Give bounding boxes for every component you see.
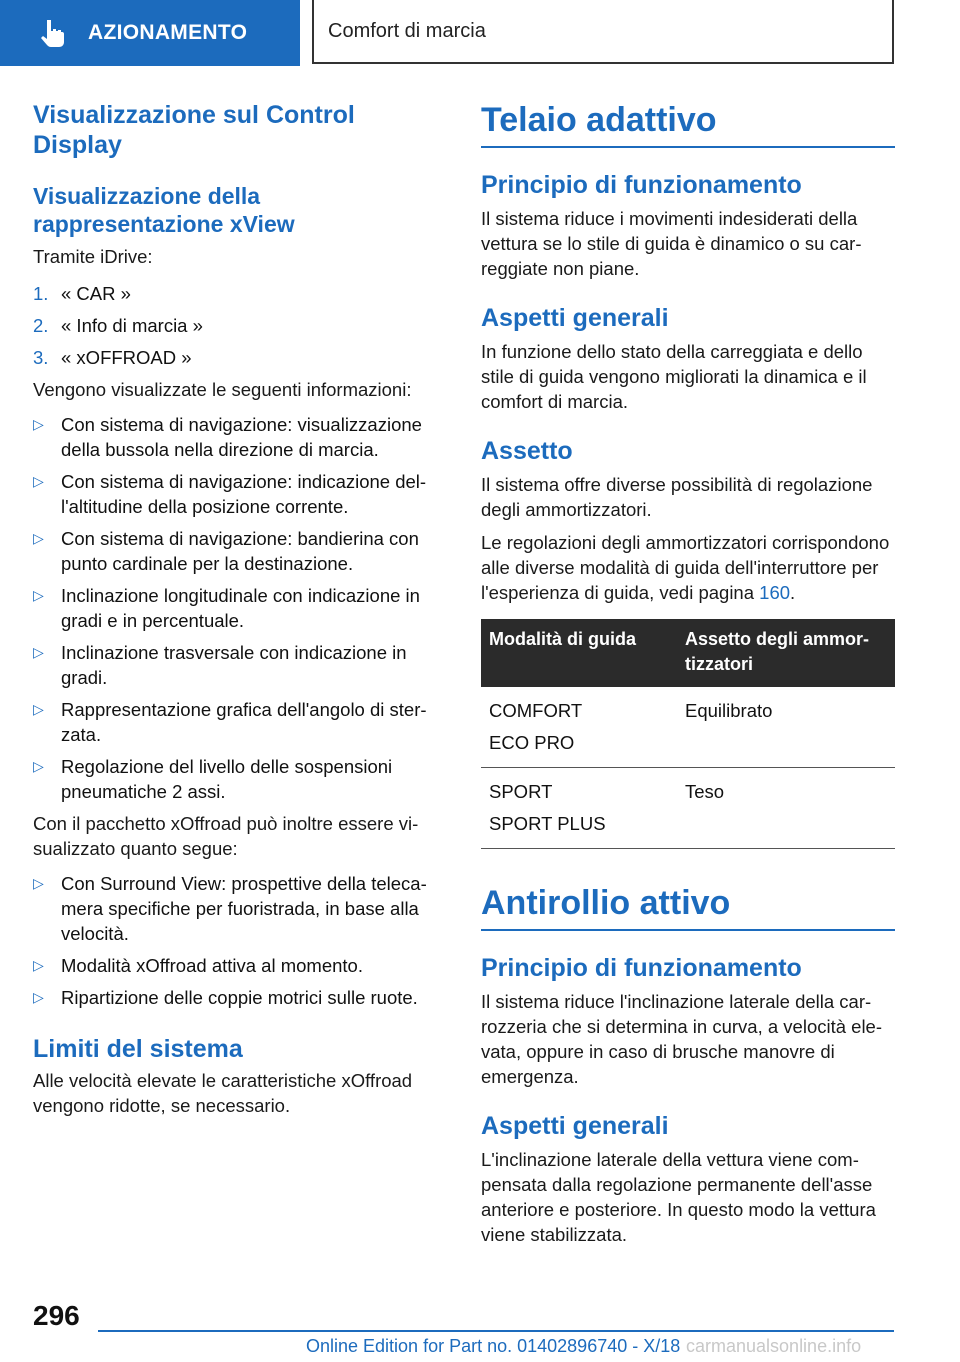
table-cell: COMFORT ECO PRO bbox=[481, 687, 677, 768]
column-header: Assetto degli ammortizzatori bbox=[677, 619, 895, 687]
triangle-bullet-icon: ▷ bbox=[33, 989, 44, 1005]
paragraph-xoffroad-pack: Con il pacchetto xOffroad può inoltre essere visualizzato quanto segue: bbox=[33, 813, 419, 859]
list-item: ▷ Ripartizione delle coppie motrici sulle ruote. bbox=[33, 987, 418, 1008]
pack-list bbox=[33, 871, 438, 1010]
chapter-header bbox=[312, 0, 894, 64]
paragraph-principio-1: Il sistema riduce i movimenti indesiderati della vettura se lo stile di guida è dinamico o su carreggiate non piane. bbox=[481, 208, 862, 279]
list-item: ▷ Inclinazione longitudinale con indicazione in gradi e in percentuale. bbox=[33, 585, 420, 631]
paragraph-assetto-1: Il sistema offre diverse possibilità di regolazione degli ammortizzatori. bbox=[481, 474, 873, 520]
triangle-bullet-icon: ▷ bbox=[33, 957, 44, 973]
chapter-label: Comfort di marcia bbox=[328, 19, 486, 42]
paragraph-aspetti-2: L'inclinazione laterale della vettura viene compensata dalla regolazione permanente dell'asse anteriore e posteriore. In questo modo la vettura viene stabilizzata. bbox=[481, 1149, 876, 1245]
list-item: ▷ Rappresentazione grafica dell'angolo di sterzata. bbox=[33, 699, 427, 745]
watermark: carmanualsonline.info bbox=[686, 1336, 862, 1356]
list-item: ▷ Con sistema di navigazione: indicazione dell'altitudine della posizione corrente. bbox=[33, 471, 427, 517]
page-number: 296 bbox=[33, 1300, 80, 1331]
left-column bbox=[33, 100, 438, 1118]
list-item: 1. « CAR » bbox=[33, 283, 131, 304]
list-item: ▷ Con sistema di navigazione: visualizzazione della bussola nella direzione di marcia. bbox=[33, 414, 422, 460]
paragraph-assetto-2: Le regolazioni degli ammortizzatori corrispondono alle diverse modalità di guida dell'interruttore per l'esperienza di guida, vedi pagina 160. bbox=[481, 532, 890, 603]
paragraph-limits: Alle velocità elevate le caratteristiche xOffroad vengono ridotte, se necessario. bbox=[33, 1070, 413, 1116]
heading-aspetti-1: Aspetti generali bbox=[481, 304, 669, 332]
paragraph-aspetti-1: In funzione dello stato della carreggiata e dello stile di guida vengono migliorati la dinamica e il comfort di marcia. bbox=[481, 341, 867, 412]
triangle-bullet-icon: ▷ bbox=[33, 530, 44, 546]
heading-principio-1: Principio di funzionamento bbox=[481, 171, 802, 199]
triangle-bullet-icon: ▷ bbox=[33, 587, 44, 603]
info-list bbox=[33, 412, 438, 804]
heading-antirollio: Antirollio attivo bbox=[481, 883, 895, 931]
heading-telaio: Telaio adattivo bbox=[481, 100, 895, 148]
paragraph-principio-2: Il sistema riduce l'inclinazione laterale della carrozzeria che si determina in curva, a velocità elevata, oppure in caso di brusche manovre di emergenza. bbox=[481, 991, 883, 1087]
heading-principio-2: Principio di funzionamento bbox=[481, 954, 802, 982]
pointing-hand-icon bbox=[38, 18, 68, 48]
page-link[interactable]: 160 bbox=[759, 582, 791, 603]
triangle-bullet-icon: ▷ bbox=[33, 416, 44, 432]
section-label: AZIONAMENTO bbox=[88, 21, 248, 44]
right-column bbox=[481, 100, 895, 1247]
list-item: 2. « Info di marcia » bbox=[33, 315, 203, 336]
heading-control-display: Visualizzazione sul Control Display bbox=[33, 101, 355, 159]
triangle-bullet-icon: ▷ bbox=[33, 701, 44, 717]
list-item: ▷ Con sistema di navigazione: bandierina con punto cardinale per la destinazione. bbox=[33, 528, 419, 574]
triangle-bullet-icon: ▷ bbox=[33, 758, 44, 774]
list-item: ▷ Con Surround View: prospettive della telecamera specifiche per fuoristrada, in base alla velocità. bbox=[33, 873, 427, 944]
damper-table bbox=[481, 619, 895, 849]
list-item: ▷ Regolazione del livello delle sospensioni pneumatiche 2 assi. bbox=[33, 756, 393, 802]
table-header-row bbox=[481, 619, 895, 687]
edition-note: Online Edition for Part no. 01402896740 - X/18 bbox=[306, 1336, 681, 1356]
section-tab[interactable] bbox=[0, 0, 300, 66]
column-header: Modalità di guida bbox=[481, 619, 677, 687]
table-cell: Teso bbox=[677, 768, 895, 849]
triangle-bullet-icon: ▷ bbox=[33, 473, 44, 489]
paragraph-idrive: Tramite iDrive: bbox=[33, 246, 153, 267]
paragraph-info: Vengono visualizzate le seguenti informazioni: bbox=[33, 379, 412, 400]
heading-assetto: Assetto bbox=[481, 437, 573, 465]
list-item: 3. « xOFFROAD » bbox=[33, 347, 192, 368]
idrive-steps bbox=[33, 281, 438, 370]
table-row bbox=[481, 687, 895, 768]
heading-limits: Limiti del sistema bbox=[33, 1035, 243, 1063]
list-item: ▷ Modalità xOffroad attiva al momento. bbox=[33, 955, 363, 976]
list-item: ▷ Inclinazione trasversale con indicazione in gradi. bbox=[33, 642, 407, 688]
heading-xview: Visualizzazione della rappresentazione xView bbox=[33, 183, 295, 237]
table-cell: Equilibrato bbox=[677, 687, 895, 768]
triangle-bullet-icon: ▷ bbox=[33, 875, 44, 891]
table-cell: SPORT SPORT PLUS bbox=[481, 768, 677, 849]
table-row bbox=[481, 768, 895, 849]
heading-aspetti-2: Aspetti generali bbox=[481, 1112, 669, 1140]
triangle-bullet-icon: ▷ bbox=[33, 644, 44, 660]
footer-divider bbox=[98, 1330, 894, 1332]
